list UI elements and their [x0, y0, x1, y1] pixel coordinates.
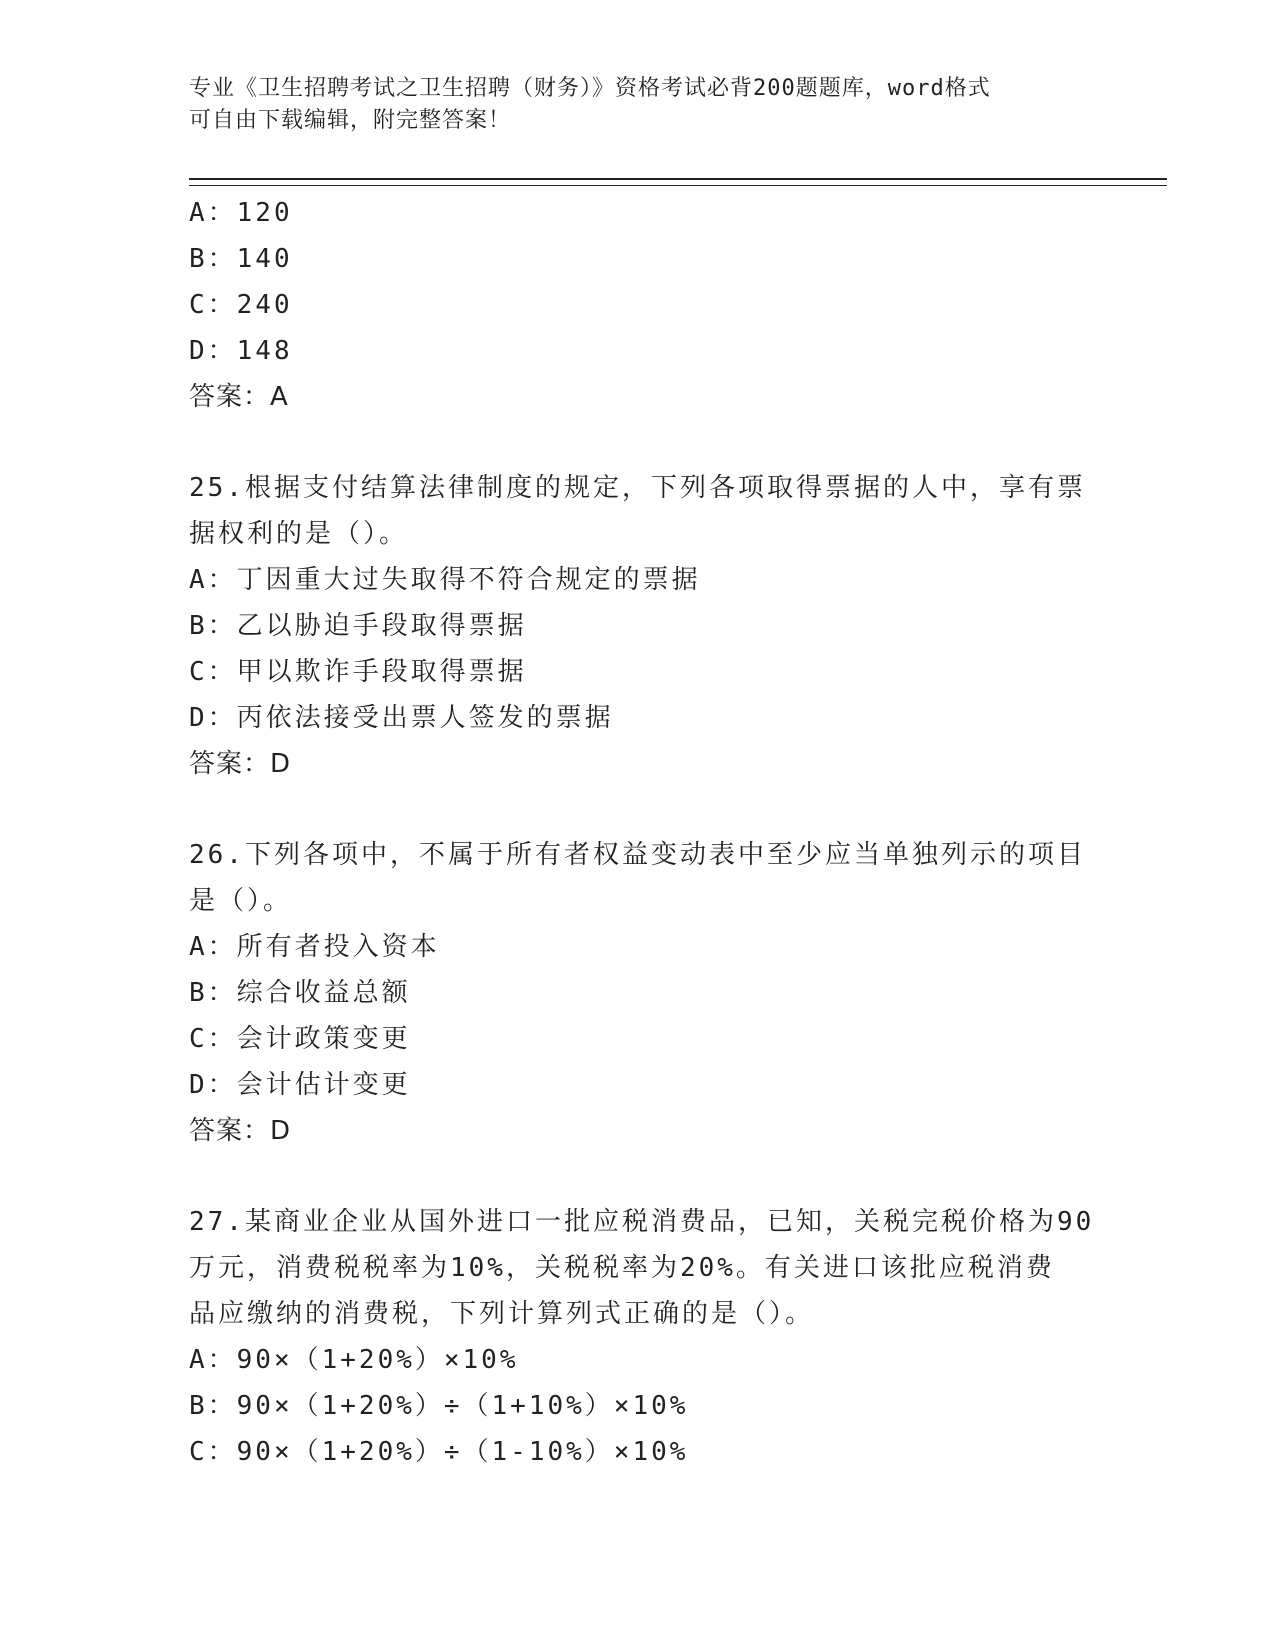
option-a: A：90×（1+20%）×10%: [189, 1345, 519, 1375]
question-list: [189, 190, 1095, 1475]
question-26: [189, 832, 1089, 1154]
option-b: B：140: [189, 244, 293, 274]
option-b: B：90×（1+20%）÷（1+10%）×10%: [189, 1391, 689, 1421]
page-header: [189, 73, 1089, 137]
question-stem-line-2: 据权利的是（）。: [189, 519, 409, 549]
option-d: D：会计估计变更: [189, 1070, 411, 1100]
header-divider: [189, 178, 1167, 186]
question-stem-line-1: 27.某商业企业从国外进口一批应税消费品，已知，关税完税价格为90: [189, 1207, 1095, 1237]
question-27: [189, 1199, 1095, 1475]
option-d: D：148: [189, 336, 293, 366]
question-stem-line-2: 万元，消费税税率为10%，关税税率为20%。有关进口该批应税消费: [189, 1253, 1055, 1283]
question-stem-line-1: 25.根据支付结算法律制度的规定，下列各项取得票据的人中，享有票: [189, 473, 1086, 503]
question-24: [189, 190, 1089, 420]
option-d: D：丙依法接受出票人签发的票据: [189, 703, 614, 733]
question-25: [189, 465, 1089, 787]
option-c: C：90×（1+20%）÷（1-10%）×10%: [189, 1437, 689, 1467]
spacer: [189, 1154, 1089, 1199]
option-c: C：甲以欺诈手段取得票据: [189, 657, 527, 687]
spacer: [189, 787, 1089, 832]
question-stem-line-1: 26.下列各项中，不属于所有者权益变动表中至少应当单独列示的项目: [189, 840, 1086, 870]
answer-line: 答案：D: [189, 1116, 292, 1146]
answer-line: 答案：D: [189, 749, 292, 779]
option-b: B：乙以胁迫手段取得票据: [189, 611, 527, 641]
option-c: C：240: [189, 290, 293, 320]
option-a: A：丁因重大过失取得不符合规定的票据: [189, 565, 701, 595]
option-a: A：120: [189, 198, 293, 228]
question-stem-line-2: 是（）。: [189, 886, 293, 916]
answer-line: 答案：A: [189, 382, 289, 412]
question-stem-line-3: 品应缴纳的消费税，下列计算列式正确的是（）。: [189, 1299, 815, 1329]
option-c: C：会计政策变更: [189, 1024, 411, 1054]
header-title-line-2: 可自由下载编辑，附完整答案！: [189, 108, 512, 133]
option-a: A：所有者投入资本: [189, 932, 440, 962]
header-title-line-1: 专业《卫生招聘考试之卫生招聘（财务）》资格考试必背200题题库，word格式: [189, 76, 991, 101]
option-b: B：综合收益总额: [189, 978, 411, 1008]
spacer: [189, 420, 1089, 465]
